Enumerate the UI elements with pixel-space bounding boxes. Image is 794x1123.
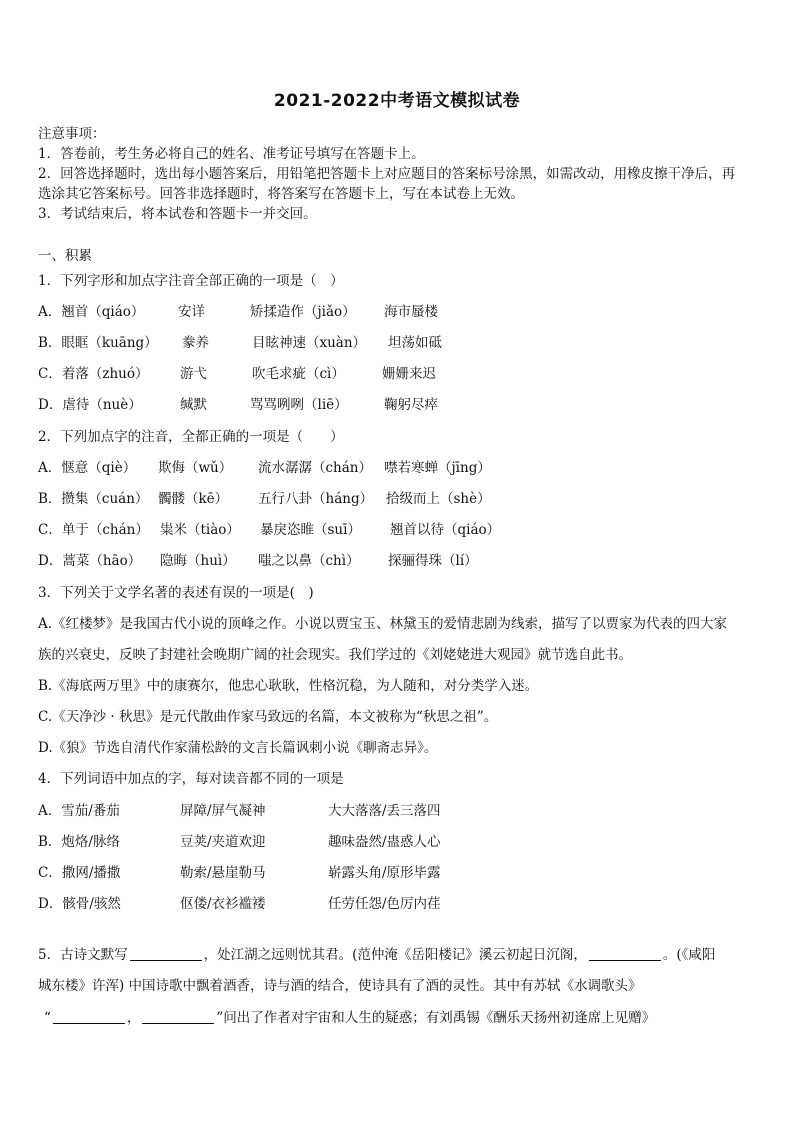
q4-option-d-1: D．骸骨/骇然 [38,896,121,912]
q2-option-b-3: 五行八卦（háng） [258,491,374,507]
q1-option-b-3: 目眩神速（xuàn） [252,335,367,351]
q4-option-b-3: 趣味盎然/蛊惑人心 [328,834,441,850]
q1-option-b-1: B．眼眶（kuāng） [38,335,158,351]
q2-option-c-4: 翘首以待（qiáo） [390,522,501,538]
q4-option-c-2: 勒索/悬崖勒马 [180,865,266,881]
page-title: 2021-2022中考语文模拟试卷 [273,91,521,111]
q4-option-d-3: 任劳任怨/色厉内荏 [328,896,441,912]
q2-option-a-2: 欺侮（wǔ） [158,460,233,476]
q4-option-a-3: 大大落落/丢三落四 [328,803,441,819]
q2-option-a-4: 噤若寒蝉（jīng） [384,460,491,476]
q4-option-c-3: 崭露头角/原形毕露 [328,865,441,881]
q1-option-b-2: 豢养 [182,335,209,351]
q2-option-b-4: 拾级而上（shè） [386,491,491,507]
question-1-stem: 1．下列字形和加点字注音全部正确的一项是（ ） [38,273,344,289]
answer-blank[interactable] [142,1009,214,1024]
q5-text: ”问出了作者对宇宙和人生的疑惑；有刘禹锡《酬乐天扬州初逢席上见赠》 [216,1010,656,1026]
q1-option-c-3: 吹毛求疵（cì） [252,366,345,382]
q2-option-d-3: 嗤之以鼻（chì） [258,553,360,569]
q1-option-d-3: 骂骂咧咧（liē） [250,397,348,413]
q2-option-a-1: A．惬意（qiè） [38,460,137,476]
q5-text: “ [44,1010,51,1026]
q2-option-c-1: C．单于（chán） [38,522,149,538]
question-4-stem: 4．下列词语中加点的字，每对读音都不同的一项是 [38,771,344,787]
q1-option-a-3: 矫揉造作（jiǎo） [250,304,356,320]
q4-option-c-1: C．撒网/播撒 [38,865,121,881]
answer-blank[interactable] [589,946,661,961]
q4-option-b-2: 豆荚/夹道欢迎 [180,834,266,850]
question-5-line3 [44,1008,655,1028]
question-2-stem: 2．下列加点字的注音，全都正确的一项是（ ） [38,429,344,445]
notice-item: 3．考试结束后，将本试卷和答题卡一并交回。 [38,206,317,222]
q5-text: 。(《咸阳 [662,947,716,963]
q5-text: ，处江湖之远则忧其君。(范仲淹《岳阳楼记》溪云初起日沉阁， [203,947,587,963]
q3-option-a-line1: A.《红楼梦》是我国古代小说的顶峰之作。小说以贾宝玉、林黛玉的爱情悲剧为线索，描写了以贾家为代表的四大家 [38,616,728,632]
answer-blank[interactable] [130,946,202,961]
question-3-stem: 3．下列关于文学名著的表述有误的一项是( ) [38,585,314,601]
q2-option-c-3: 暴戾恣睢（suī） [260,522,361,538]
q2-option-d-4: 探骊得珠（lí） [388,553,478,569]
q3-option-b: B.《海底两万里》中的康赛尔，他忠心耿耿，性格沉稳，为人随和，对分类学入迷。 [38,678,539,694]
q2-option-d-2: 隐晦（huì） [160,553,236,569]
q1-option-c-1: C．着落（zhuó） [38,366,149,382]
q3-option-c: C.《天净沙 · 秋思》是元代散曲作家马致远的名篇，本文被称为“秋思之祖”。 [38,709,498,725]
notice-item: 选涂其它答案标号。回答非选择题时，将答案写在答题卡上，写在本试卷上无效。 [38,186,524,202]
q3-option-a-line2: 族的兴衰史，反映了封建社会晚期广阔的社会现实。我们学过的《刘姥姥进大观园》就节选自此书。 [38,647,632,663]
q2-option-b-2: 髑髅（kē） [158,491,229,507]
section-heading: 一、积累 [38,248,92,264]
q4-option-b-1: B．炮烙/脉络 [38,834,120,850]
notice-item: 2．回答选择题时，选出每小题答案后，用铅笔把答题卡上对应题目的答案标号涂黑，如需改动，用橡皮擦干净后，再 [38,166,736,182]
q1-option-d-1: D．虐待（nuè） [38,397,142,413]
q4-option-d-2: 伛偻/衣衫褴褛 [180,896,266,912]
notice-item: 1．答卷前，考生务必将自己的姓名、准考证号填写在答题卡上。 [38,146,425,162]
q1-option-c-4: 姗姗来迟 [382,366,436,382]
q4-option-a-1: A．雪茄/番茄 [38,803,120,819]
notice-heading: 注意事项： [38,126,106,142]
q1-option-a-1: A．翘首（qiáo） [38,304,145,320]
q2-option-c-2: 粜米（tiào） [160,522,240,538]
q2-option-a-3: 流水潺潺（chán） [258,460,372,476]
q1-option-d-4: 鞠躬尽瘁 [384,397,438,413]
q2-option-b-1: B．攒集（cuán） [38,491,149,507]
q1-option-d-2: 缄默 [180,397,207,413]
q4-option-a-2: 屏障/屏气凝神 [180,803,266,819]
q3-option-d: D.《狼》节选自清代作家蒲松龄的文言长篇讽刺小说《聊斋志异》。 [38,740,438,756]
answer-blank[interactable] [53,1009,125,1024]
q1-option-a-4: 海市蜃楼 [384,304,438,320]
question-5-line2: 城东楼》许浑) 中国诗歌中飘着酒香，诗与酒的结合，使诗具有了酒的灵性。其中有苏轼《水调歌头》 [38,978,642,994]
q5-text: 5．古诗文默写 [38,947,128,963]
q1-option-b-4: 坦荡如砥 [388,335,442,351]
q2-option-d-1: D．蒿菜（hāo） [38,553,142,569]
q1-option-a-2: 安详 [178,304,205,320]
q5-text: ， [126,1010,141,1026]
q1-option-c-2: 游弋 [180,366,207,382]
question-5-line1 [38,945,715,965]
